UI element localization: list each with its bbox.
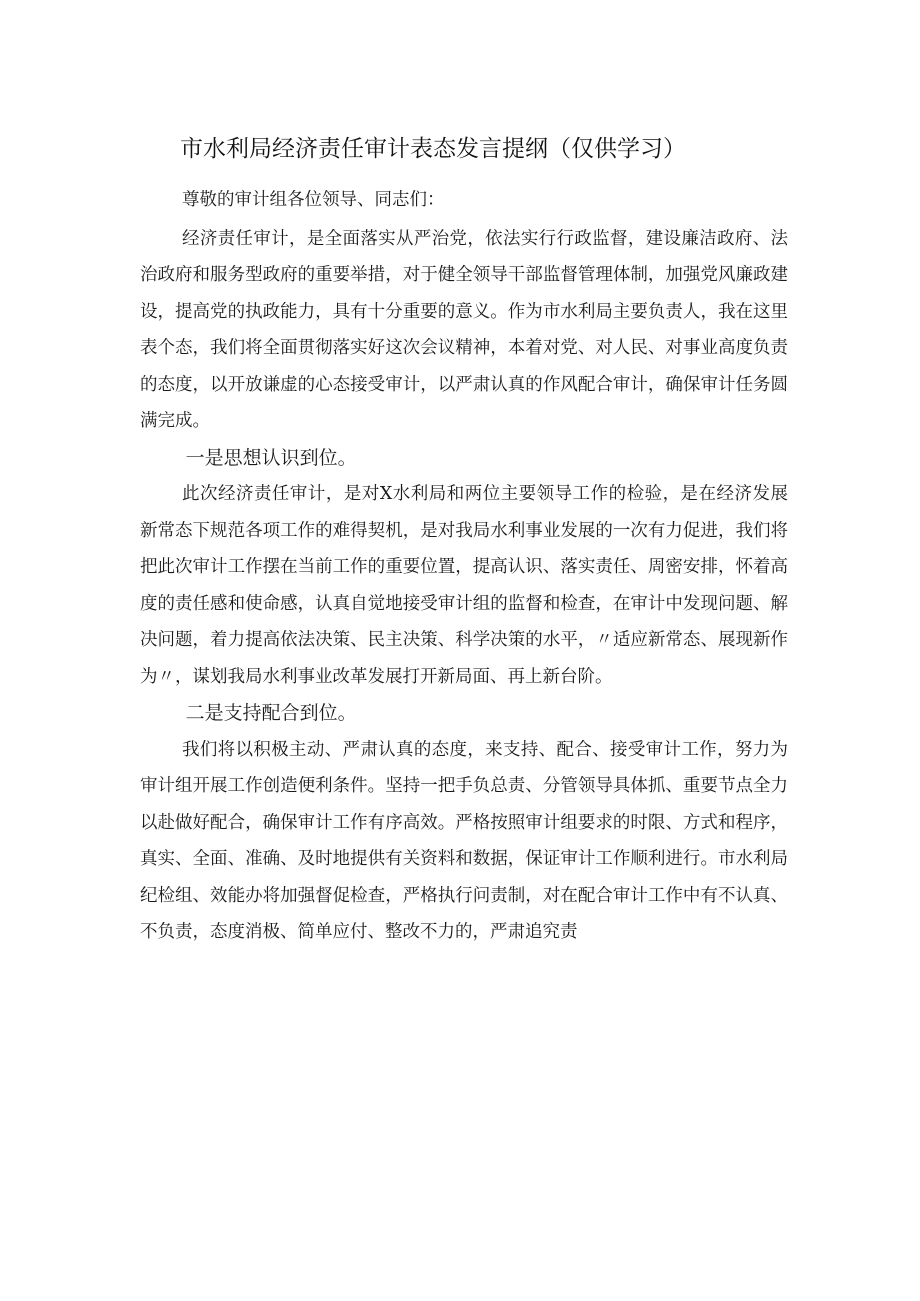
section-paragraph-1: 此次经济责任审计，是对X水利局和两位主要领导工作的检验，是在经济发展新常态下规范各项工作的难得契机，是对我局水利事业发展的一次有力促进，我们将把此次审计工作摆在当前工作的重要位置，提高认识、落实责任、周密安排，怀着高度的责任感和使命感，认真自觉地接受审计组的监督和检查，在审计中发现问题、解决问题，着力提高依法决策、民主决策、科学决策的水平，〃适应新常态、展现新作为〃，谋划我局水利事业改革发展打开新局面、再上新台阶。 [140, 484, 788, 687]
section-paragraph-2: 我们将以积极主动、严肃认真的态度，来支持、配合、接受审计工作，努力为审计组开展工作创造便利条件。坚持一把手负总责、分管领导具体抓、重要节点全力以赴做好配合，确保审计工作有序高效。严格按照审计组要求的时限、方式和程序，真实、全面、准确、及时地提供有关资料和数据，保证审计工作顺利进行。市水利局纪检组、效能办将加强督促检查，严格执行问责制，对在配合审计工作中有不认真、不负责，态度消极、简单应付、整改不力的，严肃追究责 [140, 739, 788, 942]
section-heading-2: 二是支持配合到位。 [185, 702, 357, 724]
document-title: 市水利局经济责任审计表态发言提纲（仅供学习） [180, 136, 686, 162]
section-heading-1: 一是思想认识到位。 [185, 446, 357, 469]
document-body [140, 182, 788, 951]
salutation: 尊敬的审计组各位领导、同志们： [182, 190, 445, 210]
intro-paragraph: 经济责任审计，是全面落实从严治党，依法实行行政监督，建设廉洁政府、法治政府和服务型政府的重要举措，对于健全领导干部监督管理体制，加强党风廉政建设，提高党的执政能力，具有十分重要的意义。作为市水利局主要负责人，我在这里表个态，我们将全面贯彻落实好这次会议精神，本着对党、对人民、对事业高度负责的态度，以开放谦虚的心态接受审计，以严肃认真的作风配合审计，确保审计任务圆满完成。 [140, 228, 788, 431]
